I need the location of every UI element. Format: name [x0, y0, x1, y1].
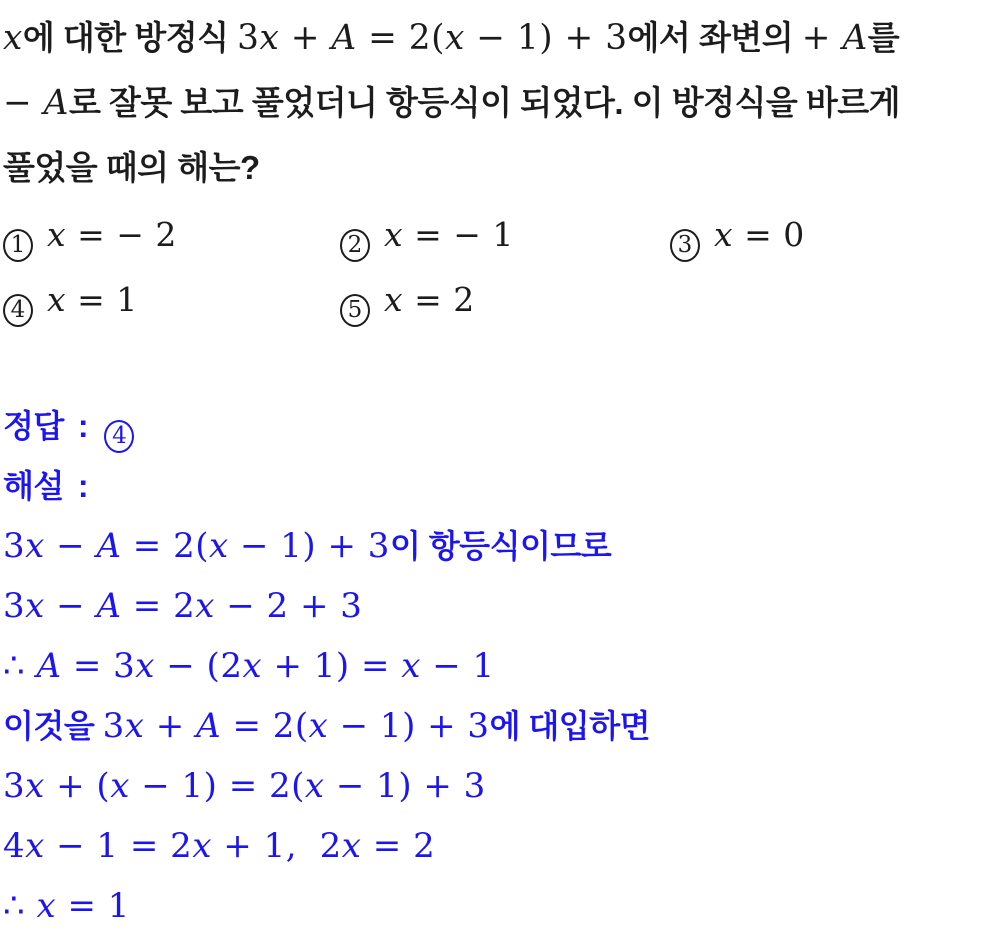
- solution-line-6: [3, 816, 993, 876]
- choice-option-2: [340, 202, 670, 267]
- math-segment: − A: [3, 83, 69, 123]
- text-segment: 에 대입하면: [489, 708, 651, 744]
- text-segment: 이 항등식이므로: [389, 528, 612, 564]
- choice-option-3: [670, 202, 993, 267]
- choice-number: 3: [677, 232, 693, 258]
- circled-number-5-icon: [340, 294, 370, 327]
- solution-line-3: [3, 636, 993, 696]
- choice-number: 5: [347, 297, 363, 323]
- solution-line-5: [3, 756, 993, 816]
- question-line-2: [3, 70, 993, 135]
- choice-option-1: [3, 202, 340, 267]
- text-segment: 에 대한 방정식: [22, 19, 238, 56]
- choice-number: 2: [347, 232, 363, 258]
- math-segment: x: [3, 18, 23, 58]
- answer-label: 정답: [3, 408, 64, 444]
- choice-expression: x = 0: [714, 215, 805, 254]
- math-segment: + A: [801, 18, 868, 58]
- solution-line-4: [3, 696, 993, 756]
- math-segment: ∴ A = 3x − (2x + 1) = x − 1: [3, 646, 495, 686]
- circled-answer-4-icon: [104, 420, 134, 453]
- math-segment: 3x − A = 2(x − 1) + 3: [3, 526, 390, 566]
- text-segment: 풀었을 때의 해는?: [3, 149, 260, 186]
- text-segment: 로 잘못 보고 풀었더니 항등식이 되었다. 이 방정식을 바르게: [68, 84, 901, 121]
- explanation-label: 해설: [3, 468, 64, 504]
- explanation-label-line: [3, 456, 993, 516]
- text-segment: 에서 좌변의: [627, 19, 802, 56]
- answer-section: [3, 396, 993, 936]
- explanation-colon: :: [77, 468, 89, 504]
- answer-number: 4: [112, 423, 127, 449]
- math-segment: ∴ x = 1: [3, 886, 130, 926]
- math-segment: 3x − A = 2x − 2 + 3: [3, 586, 363, 626]
- choice-number: 4: [10, 297, 26, 323]
- answer-choices: [3, 202, 993, 332]
- correct-answer-line: [3, 396, 993, 456]
- choice-option-5: [340, 267, 670, 332]
- math-segment: 4x − 1 = 2x + 1, 2x = 2: [3, 826, 436, 866]
- text-segment: 이것을: [3, 708, 103, 744]
- choice-number: 1: [10, 232, 26, 258]
- text-segment: 를: [867, 19, 900, 56]
- question-line-3: [3, 135, 993, 200]
- choice-expression: x = 1: [47, 280, 138, 319]
- circled-number-4-icon: [3, 294, 33, 327]
- question-statement: [3, 5, 993, 200]
- question-line-1: [3, 5, 993, 70]
- math-segment: 3x + A = 2(x − 1) + 3: [102, 706, 490, 746]
- math-segment: 3x + (x − 1) = 2(x − 1) + 3: [3, 766, 486, 806]
- math-segment: 3x + A = 2(x − 1) + 3: [237, 18, 628, 58]
- circled-number-2-icon: [340, 229, 370, 262]
- choice-expression: x = − 2: [47, 215, 177, 254]
- circled-number-1-icon: [3, 229, 33, 262]
- solution-line-7: [3, 876, 993, 936]
- choice-expression: x = − 1: [384, 215, 514, 254]
- circled-number-3-icon: [670, 229, 700, 262]
- solution-line-1: [3, 516, 993, 576]
- choice-expression: x = 2: [384, 280, 475, 319]
- choice-option-4: [3, 267, 340, 332]
- solution-line-2: [3, 576, 993, 636]
- answer-colon: :: [77, 408, 89, 444]
